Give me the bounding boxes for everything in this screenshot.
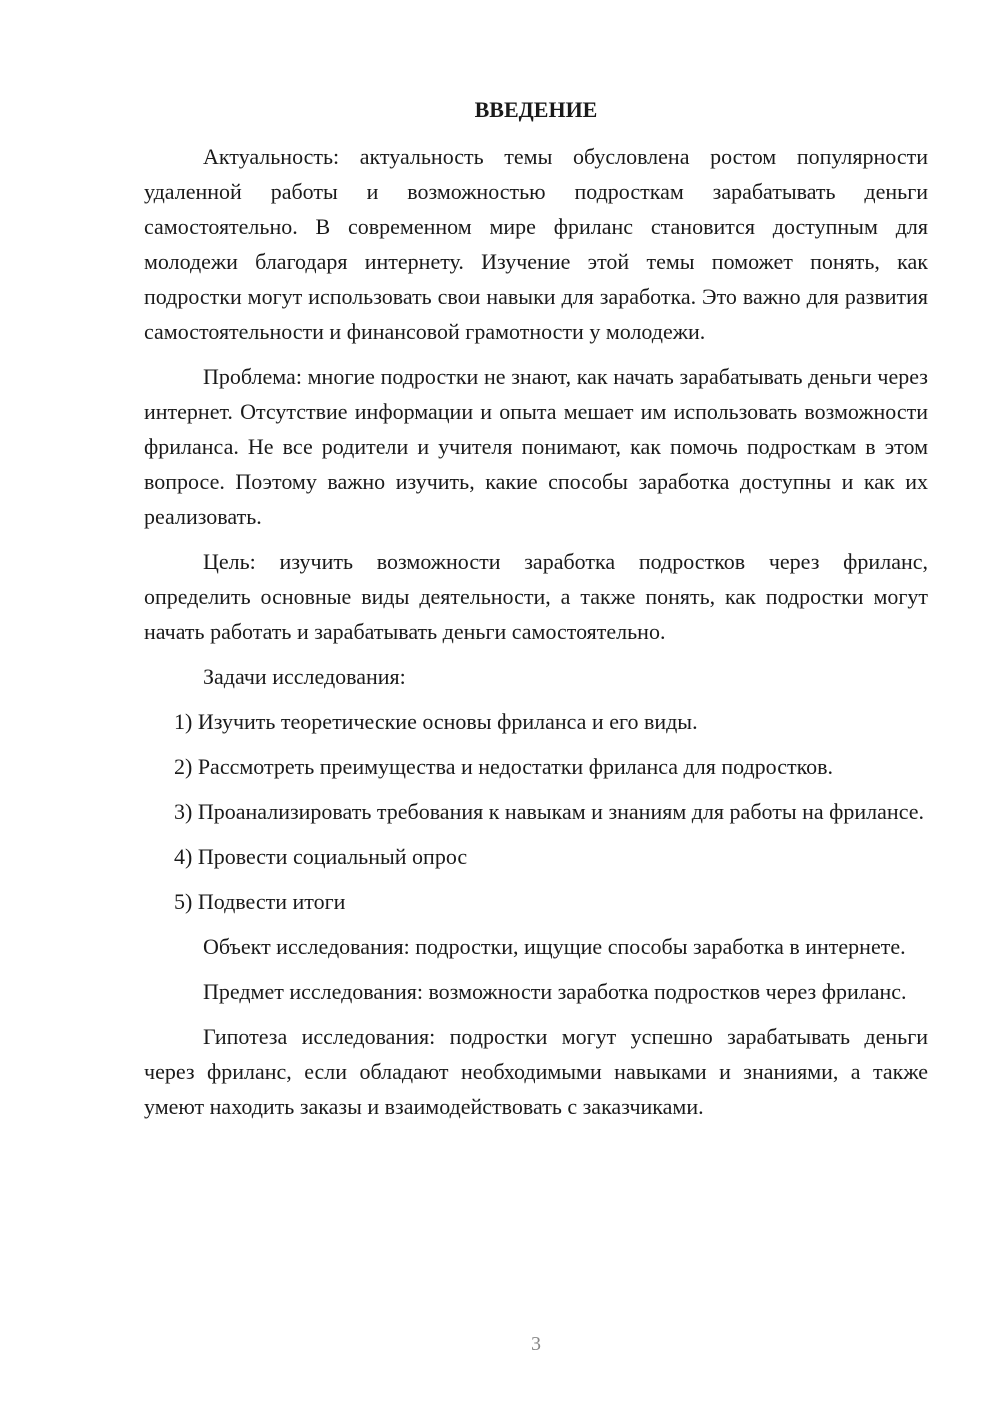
object-paragraph: Объект исследования: подростки, ищущие способы заработка в интернете. bbox=[203, 934, 906, 959]
relevance-paragraph: Актуальность: актуальность темы обусловлена ростом популярности удаленной работы и возможностью подросткам зарабатывать деньги самостоятельно. В современном мире фриланс становится доступным для молодежи благодаря интернету. Изучение этой темы поможет понять, как подростки могут использовать свои навыки для заработка. Это важно для развития самостоятельности и финансовой грамотности у молодежи. bbox=[144, 144, 928, 344]
tasks-heading: Задачи исследования: bbox=[203, 664, 406, 689]
task-item-4: 4) Провести социальный опрос bbox=[174, 844, 468, 869]
problem-paragraph: Проблема: многие подростки не знают, как начать зарабатывать деньги через интернет. Отсутствие информации и опыта мешает им использовать возможности фриланса. Не все родители и учителя понимают, как помочь подросткам в этом вопросе. Поэтому важно изучить, какие способы заработка доступны и как их реализовать. bbox=[144, 364, 928, 529]
task-item-1: 1) Изучить теоретические основы фриланса и его виды. bbox=[174, 709, 698, 734]
subject-paragraph: Предмет исследования: возможности заработка подростков через фриланс. bbox=[203, 979, 907, 1004]
task-item-5: 5) Подвести итоги bbox=[174, 889, 346, 914]
hypothesis-paragraph: Гипотеза исследования: подростки могут успешно зарабатывать деньги через фриланс, если обладают необходимыми навыками и знаниями, а также умеют находить заказы и взаимодействовать с заказчиками. bbox=[144, 1024, 928, 1119]
task-item-3: 3) Проанализировать требования к навыкам и знаниям для работы на фрилансе. bbox=[174, 799, 924, 824]
document-page bbox=[144, 92, 928, 1134]
goal-paragraph: Цель: изучить возможности заработка подростков через фриланс, определить основные виды деятельности, а также понять, как подростки могут начать работать и зарабатывать деньги самостоятельно. bbox=[144, 549, 928, 644]
task-item-2: 2) Рассмотреть преимущества и недостатки фриланса для подростков. bbox=[174, 754, 834, 779]
section-title: ВВЕДЕНИЕ bbox=[474, 97, 598, 122]
page-number: 3 bbox=[531, 1333, 541, 1355]
